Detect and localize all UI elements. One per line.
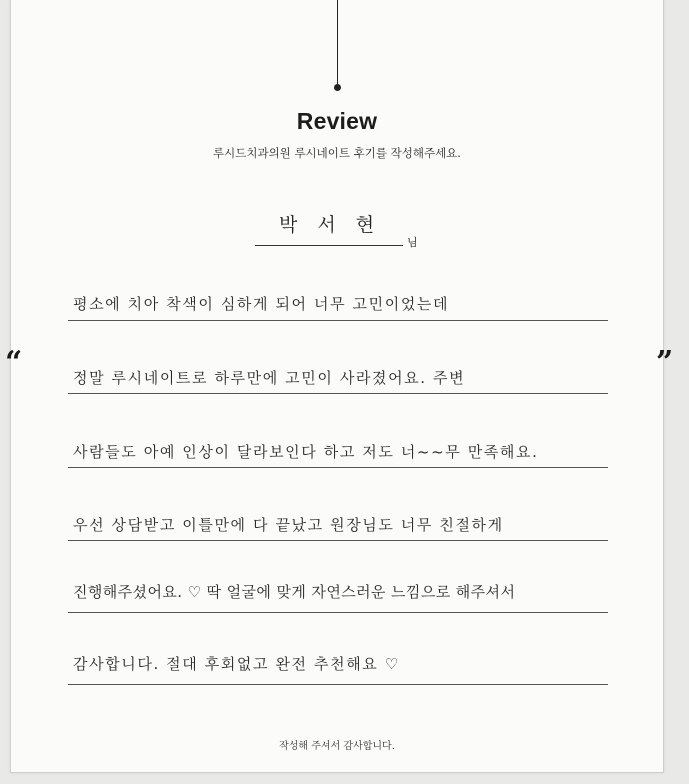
close-quote-icon: ” (656, 345, 674, 380)
name-underline (255, 245, 403, 246)
hanging-pin (334, 84, 341, 91)
review-underline-1 (68, 320, 608, 321)
reviewer-name: 박 서 현 (279, 214, 382, 236)
review-line-4: 우선 상담받고 이틀만에 다 끝났고 원장님도 너무 친절하게 (73, 516, 504, 534)
review-line-2: 정말 루시네이트로 하루만에 고민이 사라졌어요. 주변 (73, 369, 466, 387)
review-underline-4 (68, 540, 608, 541)
review-underline-5 (68, 612, 608, 613)
hanging-string (337, 0, 338, 84)
name-honorific: 님 (407, 236, 418, 249)
footer-thanks: 작성해 주셔서 감사합니다. (279, 741, 395, 752)
review-underline-2 (68, 393, 608, 394)
review-line-6: 감사합니다. 절대 후회없고 완전 추천해요 ♡ (73, 655, 400, 673)
review-line-1: 평소에 치아 착색이 심하게 되어 너무 고민이었는데 (73, 295, 450, 313)
review-underline-6 (68, 684, 608, 685)
review-line-5: 진행해주셨어요. ♡ 딱 얼굴에 맞게 자연스러운 느낌으로 해주셔서 (73, 583, 516, 601)
page-subtitle: 루시드치과의원 루시네이트 후기를 작성해주세요. (213, 146, 461, 160)
review-underline-3 (68, 467, 608, 468)
review-line-3: 사람들도 아예 인상이 달라보인다 하고 저도 너~~무 만족해요. (73, 443, 539, 461)
review-card (5, 0, 674, 773)
page-title: Review (296, 108, 378, 134)
open-quote-icon: “ (5, 345, 23, 380)
